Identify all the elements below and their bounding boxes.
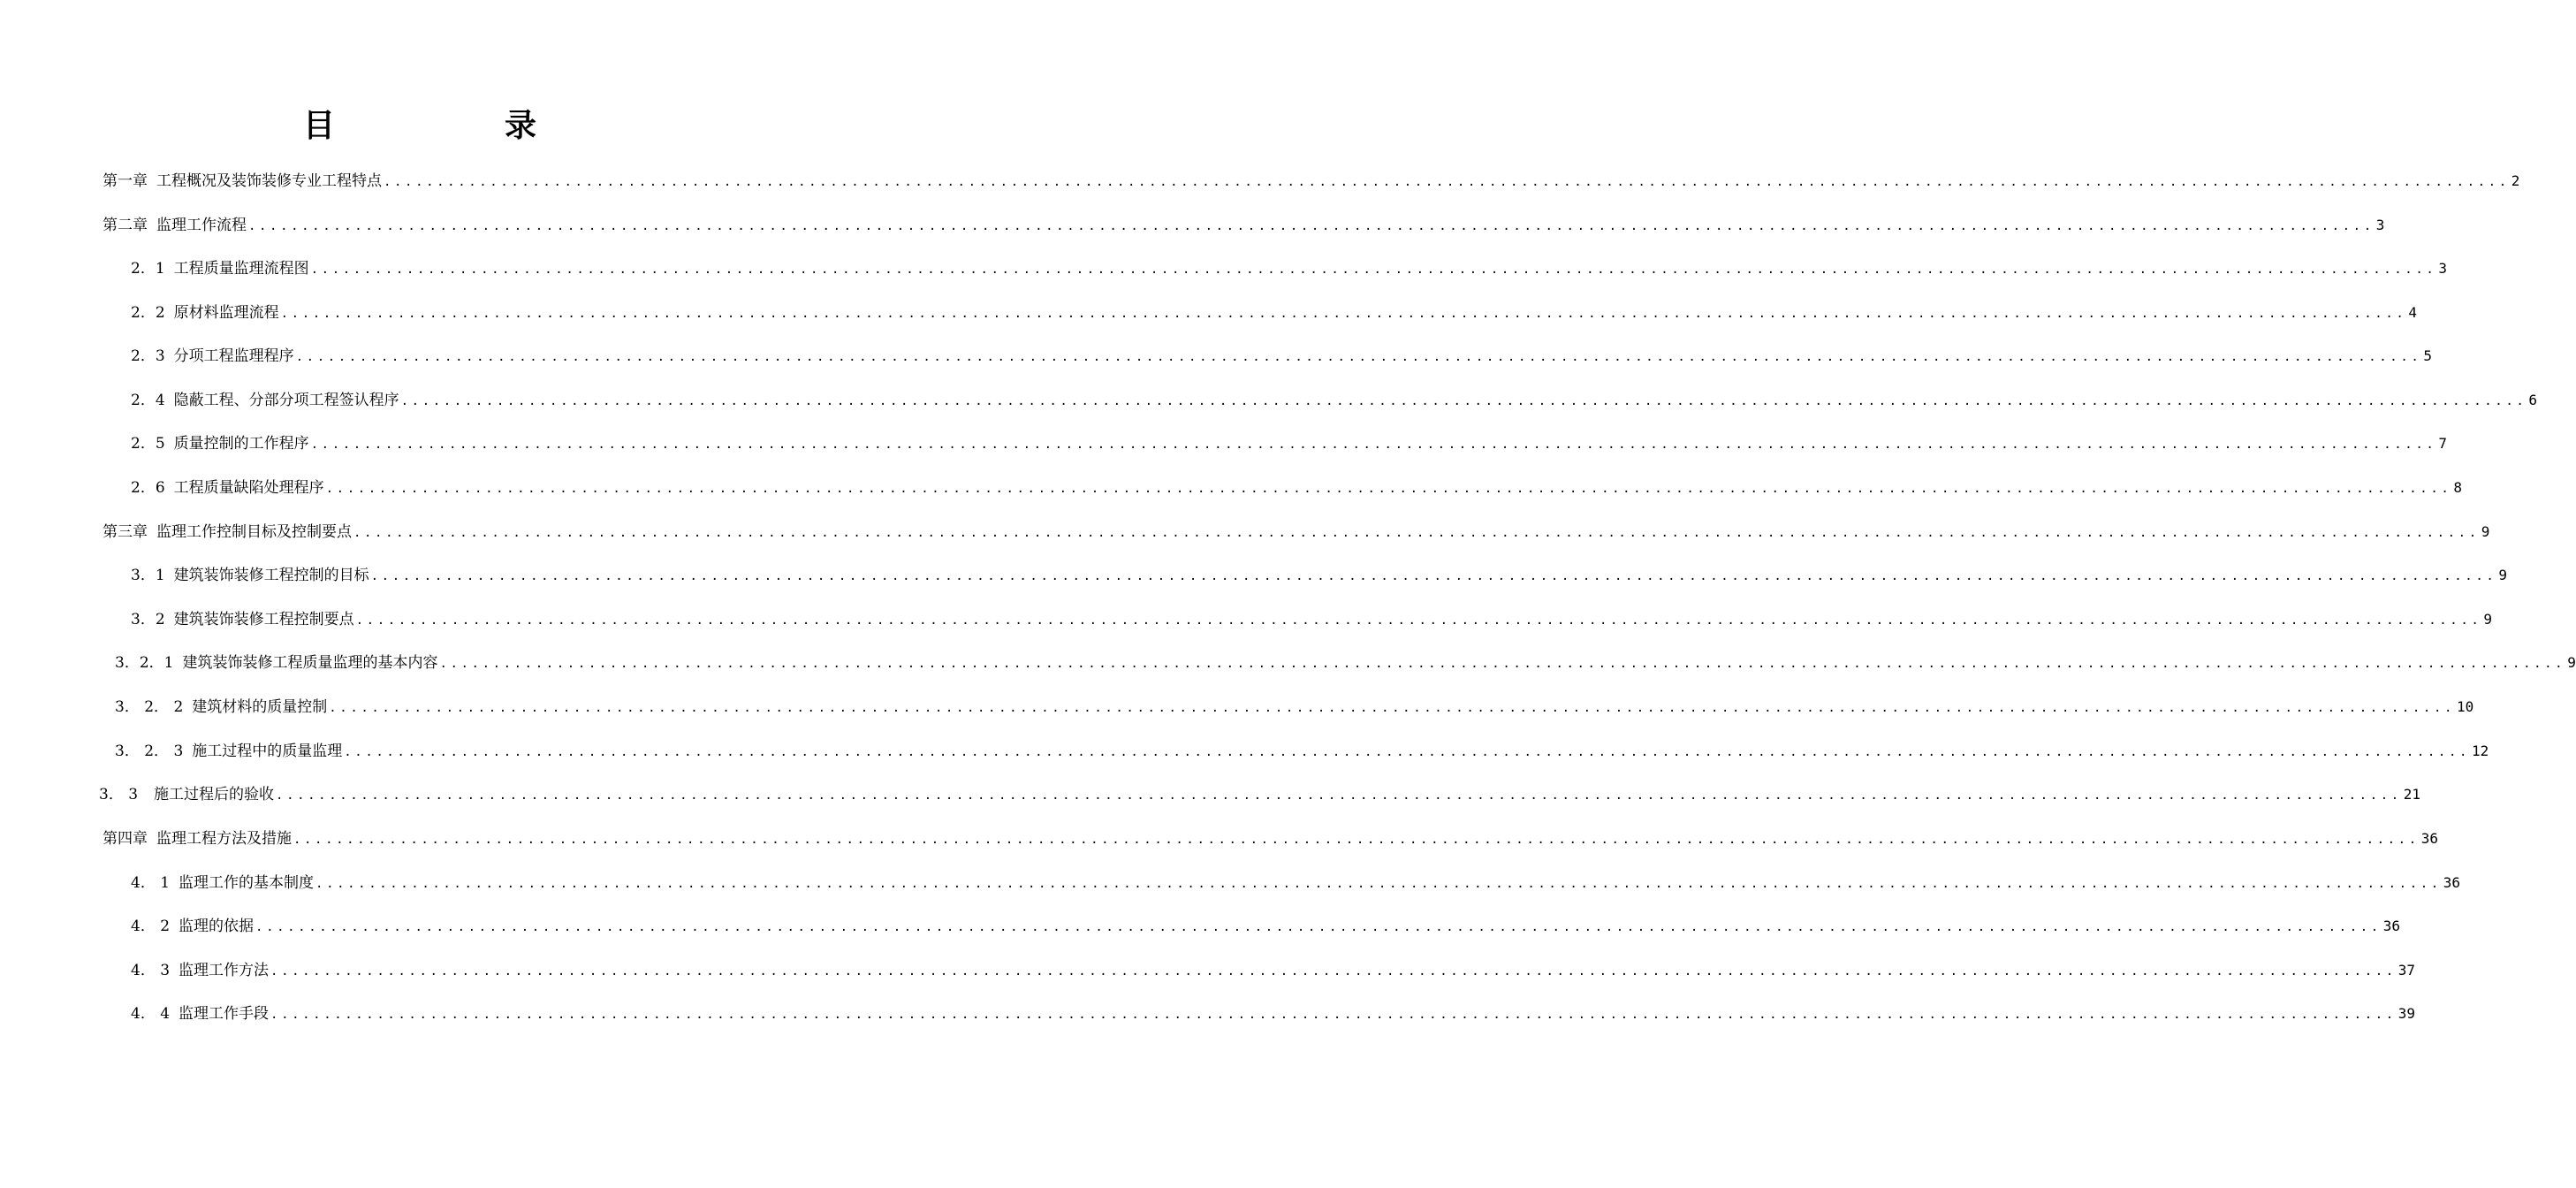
toc-entry-section-3-2-2[interactable] xyxy=(115,694,2474,720)
toc-entry-page: 8 xyxy=(2453,479,2463,496)
toc-entry-section-2-6[interactable] xyxy=(131,475,2463,501)
toc-entry-number: 2．6 xyxy=(131,479,165,497)
toc-entry-number: 3． 3 xyxy=(99,786,139,803)
toc-entry-page: 9 xyxy=(2498,567,2508,583)
toc-entry-title: 监理工作流程 xyxy=(156,217,247,234)
toc-entry-chapter-2[interactable] xyxy=(103,212,2385,239)
toc-entry-section-4-3[interactable] xyxy=(131,957,2416,984)
toc-entry-section-3-3[interactable] xyxy=(99,781,2421,808)
toc-entry-page: 3 xyxy=(2375,217,2385,233)
toc-entry-title: 监理工作方法 xyxy=(179,962,270,979)
toc-entry-title: 建筑材料的质量控制 xyxy=(192,698,328,716)
dot-leader: ........................................................................................................................................................................................................ xyxy=(280,307,2407,321)
toc-entry-title: 监理工作手段 xyxy=(179,1005,270,1023)
toc-entry-page: 21 xyxy=(2403,786,2421,803)
toc-entry-page: 36 xyxy=(2382,918,2401,934)
toc-entry-number: 第三章 xyxy=(103,523,148,541)
toc-entry-number: 3．1 xyxy=(131,567,165,584)
toc-entry-page: 10 xyxy=(2457,698,2474,715)
dot-leader: ........................................................................................................................................................................................................ xyxy=(325,482,2452,496)
dot-leader: ........................................................................................................................................................................................................ xyxy=(255,920,2382,934)
toc-entry-number: 4． 4 xyxy=(131,1005,171,1023)
toc-entry-section-2-3[interactable] xyxy=(131,343,2433,369)
toc-entry-page: 9 xyxy=(2567,654,2576,671)
toc-entry-section-4-2[interactable] xyxy=(131,913,2401,940)
toc-entry-page: 36 xyxy=(2420,830,2439,847)
toc-entry-page: 4 xyxy=(2408,304,2418,321)
dot-leader: ........................................................................................................................................................................................................ xyxy=(276,788,2402,803)
dot-leader: ........................................................................................................................................................................................................ xyxy=(353,526,2480,540)
dot-leader: ........................................................................................................................................................................................................ xyxy=(370,569,2497,583)
toc-entry-number: 3．2．1 xyxy=(115,654,174,672)
toc-entry-title: 分项工程监理程序 xyxy=(173,347,294,365)
toc-entry-title: 隐蔽工程、分部分项工程签认程序 xyxy=(173,392,399,409)
toc-entry-title: 质量控制的工作程序 xyxy=(173,435,309,453)
toc-entry-section-4-1[interactable] xyxy=(131,870,2461,896)
toc-entry-page: 7 xyxy=(2438,435,2448,452)
toc-entry-page: 9 xyxy=(2483,611,2493,628)
toc-entry-chapter-3[interactable] xyxy=(103,519,2490,545)
toc-entry-page: 5 xyxy=(2423,347,2433,364)
toc-entry-section-3-1[interactable] xyxy=(131,562,2508,589)
toc-entry-number: 2．2 xyxy=(131,304,165,322)
toc-entry-number: 2．3 xyxy=(131,347,165,365)
toc-entry-title: 原材料监理流程 xyxy=(173,304,279,322)
toc-entry-number: 4． 2 xyxy=(131,918,171,935)
dot-leader: ........................................................................................................................................................................................................ xyxy=(293,833,2420,847)
dot-leader: ........................................................................................................................................................................................................ xyxy=(344,745,2471,759)
toc-entry-section-2-1[interactable] xyxy=(131,255,2448,282)
toc-entry-page: 2 xyxy=(2511,172,2520,189)
dot-leader: ........................................................................................................................................................................................................ xyxy=(329,701,2456,715)
toc-entry-title: 监理工作的基本制度 xyxy=(179,874,315,892)
toc-entry-number: 2．5 xyxy=(131,435,165,453)
dot-leader: ........................................................................................................................................................................................................ xyxy=(315,877,2442,891)
toc-entry-title: 工程质量缺陷处理程序 xyxy=(173,479,324,497)
dot-leader: ........................................................................................................................................................................................................ xyxy=(439,657,2566,671)
toc-title: 目 录 xyxy=(302,107,605,144)
dot-leader: ........................................................................................................................................................................................................ xyxy=(270,964,2397,979)
dot-leader: ........................................................................................................................................................................................................ xyxy=(310,438,2437,452)
toc-entry-number: 2．4 xyxy=(131,392,165,409)
toc-entry-chapter-1[interactable] xyxy=(103,168,2520,194)
toc-entry-number: 第一章 xyxy=(103,172,148,190)
toc-entry-section-2-2[interactable] xyxy=(131,300,2418,326)
toc-entry-title: 监理工程方法及措施 xyxy=(156,830,292,848)
dot-leader: ........................................................................................................................................................................................................ xyxy=(355,613,2482,628)
toc-entry-number: 4． 1 xyxy=(131,874,171,892)
toc-entry-page: 36 xyxy=(2443,874,2461,891)
toc-entry-title: 建筑装饰装修工程控制的目标 xyxy=(173,567,369,584)
dot-leader: ........................................................................................................................................................................................................ xyxy=(384,175,2510,189)
toc-entry-number: 2．1 xyxy=(131,260,165,278)
toc-entry-page: 6 xyxy=(2528,392,2538,408)
toc-entry-section-2-4[interactable] xyxy=(131,387,2538,414)
toc-entry-page: 39 xyxy=(2397,1005,2416,1022)
toc-entry-number: 4． 3 xyxy=(131,962,171,979)
toc-entry-section-2-5[interactable] xyxy=(131,430,2448,457)
toc-entry-title: 建筑装饰装修工程控制要点 xyxy=(173,611,354,628)
toc-entry-page: 3 xyxy=(2438,260,2448,277)
toc-entry-section-3-2[interactable] xyxy=(131,606,2493,633)
toc-entry-title: 工程概况及装饰装修专业工程特点 xyxy=(156,172,382,190)
dot-leader: ........................................................................................................................................................................................................ xyxy=(270,1008,2397,1022)
toc-entry-section-3-2-1[interactable] xyxy=(115,650,2576,676)
toc-entry-chapter-4[interactable] xyxy=(103,826,2439,852)
dot-leader: ........................................................................................................................................................................................................ xyxy=(400,394,2527,408)
toc-entry-title: 建筑装饰装修工程质量监理的基本内容 xyxy=(182,654,438,672)
toc-entry-number: 3． 2． 3 xyxy=(115,742,184,760)
dot-leader: ........................................................................................................................................................................................................ xyxy=(295,350,2422,364)
toc-entry-section-3-2-3[interactable] xyxy=(115,738,2489,765)
toc-entry-page: 12 xyxy=(2472,742,2489,759)
toc-entry-title: 施工过程后的验收 xyxy=(154,786,275,803)
dot-leader: ........................................................................................................................................................................................................ xyxy=(310,263,2437,277)
toc-entry-number: 3．2 xyxy=(131,611,165,628)
toc-entry-title: 监理工作控制目标及控制要点 xyxy=(156,523,352,541)
toc-entry-section-4-4[interactable] xyxy=(131,1001,2416,1027)
toc-entry-page: 37 xyxy=(2397,962,2416,979)
toc-entry-number: 第二章 xyxy=(103,217,148,234)
dot-leader: ........................................................................................................................................................................................................ xyxy=(248,219,2375,233)
toc-entry-title: 施工过程中的质量监理 xyxy=(192,742,343,760)
toc-entry-page: 9 xyxy=(2481,523,2490,540)
toc-entry-number: 第四章 xyxy=(103,830,148,848)
toc-entry-number: 3． 2． 2 xyxy=(115,698,184,716)
toc-entry-title: 工程质量监理流程图 xyxy=(173,260,309,278)
toc-entry-title: 监理的依据 xyxy=(179,918,255,935)
